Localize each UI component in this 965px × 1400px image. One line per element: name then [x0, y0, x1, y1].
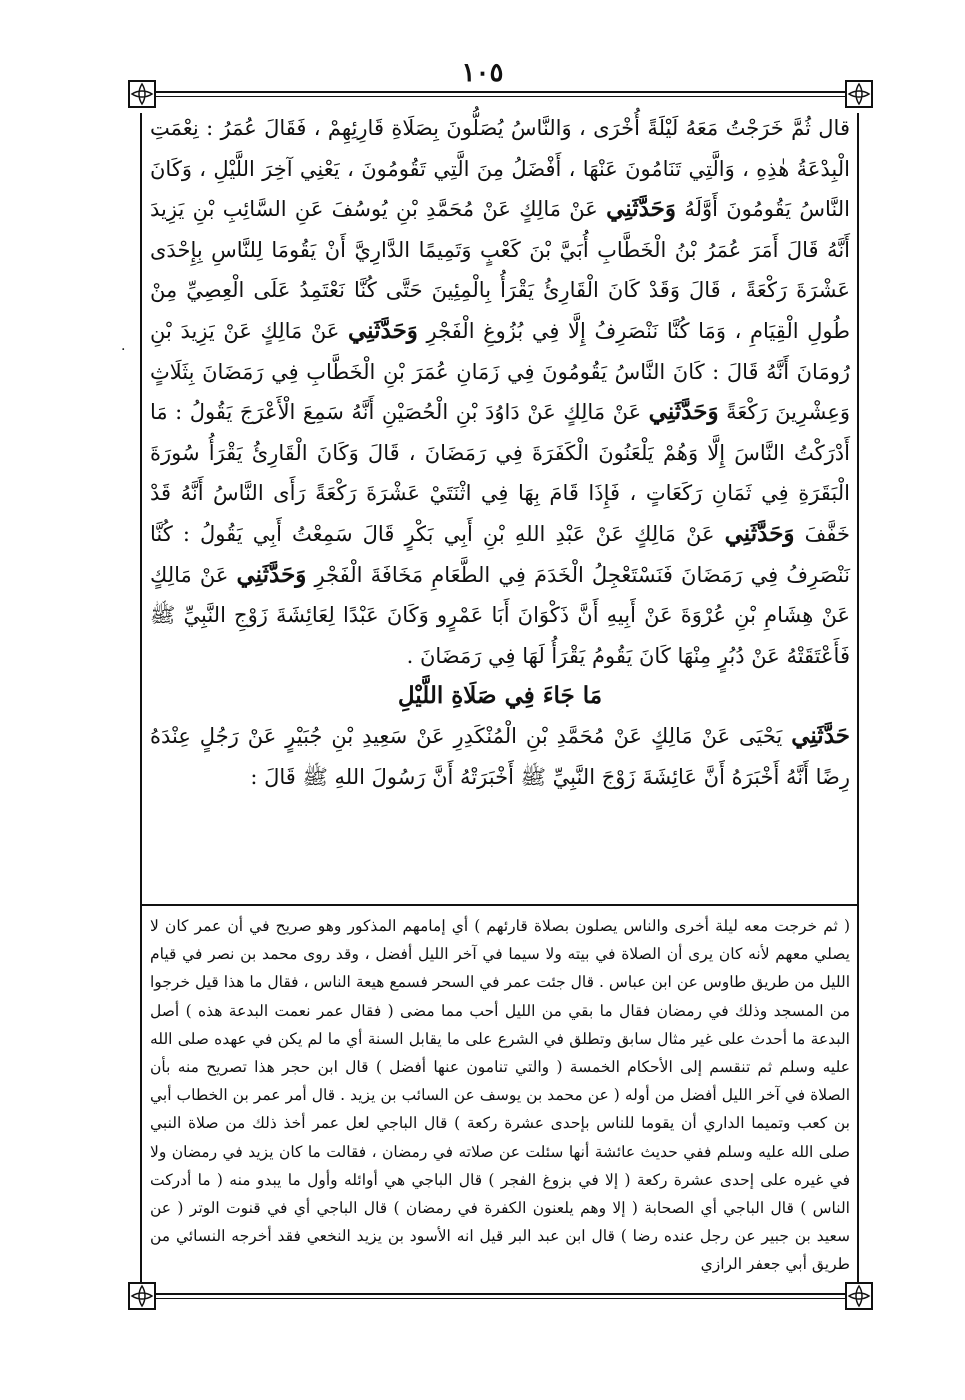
narration-keyword: وَحَدَّثَنِي [724, 519, 795, 547]
hadith-paragraph [150, 108, 850, 676]
hadith-text: يَحْيَى عَنْ مَالِكٍ عَنْ مُحَمَّدِ بْنِ الْمُنْكَدِرِ عَنْ سَعِيدِ بْنِ جُبَيْرٍ عَنْ رَجُلٍ عِنْدَهُ رِضًا أَنَّهُ أَخْبَرَهُ أَنَّ عَائِشَةَ زَوْجَ النَّبِيِّ ﷺ أَخْبَرَتْهُ أَنَّ رَسُولَ اللهِ ﷺ قَالَ : [150, 724, 850, 789]
page-number: ١٠٥ [461, 58, 504, 88]
bottom-border [128, 1282, 873, 1316]
footnote-divider [140, 904, 858, 906]
hadith-paragraph [150, 716, 850, 797]
right-border [857, 113, 859, 1283]
footnote-text: ( ثم خرجت معه ليلة أخرى والناس يصلون بصلاة قارئهم ) أي إمامهم المذكور وهو صريح في أن عمر كان لا يصلي معهم لأنه كان يرى أن الصلاة في بيته ولا سيما في آخر الليل أفضل ، وقد روى محمد بن نصر في قيام الليل من طريق طاوس عن ابن عباس . قال جئت عمر في السحر فسمع هيعة الناس ، فقال ما هذا قيل خرجوا من المسجد وذلك في رمضان فقال ما بقي من الليل أحب مما مضى ( فقال عمر نعمت البدعة هذه ) أصل البدعة ما أحدث على غير مثال سابق وتطلق في الشرع على ما يقابل السنة أي ما لم يكن في عهده صلى الله عليه وسلم ثم تنقسم إلى الأحكام الخمسة ( والتي تنامون عنها أفضل ) قال ابن حجر هذا تصريح منه بأن الصلاة في آخر الليل أفضل من أوله ( عن محمد بن يوسف عن السائب بن يزيد . قال أمر عمر بن الخطاب أبي بن كعب وتميما الداري أن يقوما للناس بإحدى عشرة ركعة ) قال الباجي لعل عمر أخذ ذلك من صلاة النبي صلى الله عليه وسلم ففي حديث عائشة أنها سئلت عن صلاته في رمضان ، فقالت ما كان يزيد في رمضان ولا في غيره على إحدى عشرة ركعة ( إلا في بزوغ الفجر ) قال الباجي هي أوائله وأول ما يبدو منه ( ما أدركت الناس ) قال الباجي أي الصحابة ( إلا وهم يلعنون الكفرة في رمضان ) قال الباجي أي في قنوت الوتر ( عن سعيد بن جبير عن رجل عنده رضا ) قال ابن عبد البر قيل انه الأسود بن يزيد النخعي فقد أخرجه النسائي من طريق أبي جعفر الرازي [150, 917, 850, 1274]
left-border [140, 113, 142, 1283]
hadith-text: عَنْ مَالِكٍ عَنْ يَزِيدَ بْنِ رُومَانَ أَنَّهُ قَالَ : كَانَ النَّاسُ يَقُومُونَ فِي زَمَانِ عُمَرَ بْنِ الْخَطَّابِ فِي رَمَضَانَ بِثَلَاثٍ وَعِشْرِينَ رَكْعَةً [150, 318, 850, 425]
ornament-bottom-left-icon [128, 1282, 156, 1310]
narration-keyword: حَدَّثَنِي [791, 722, 850, 750]
narration-keyword: وَحَدَّثَنِي [236, 560, 307, 588]
main-text [150, 108, 850, 903]
ornament-top-left-icon [128, 80, 156, 108]
hadith-text: عَنْ مَالِكٍ عَنْ مُحَمَّدِ بْنِ يُوسُفَ عَنِ السَّائِبِ بْنِ يَزِيدَ أَنَّهُ قَالَ أَمَرَ عُمَرُ بْنُ الْخَطَّابِ أُبَيَّ بْنَ كَعْبٍ وَتَمِيمًا الدَّارِيَّ أَنْ يَقُومَا لِلنَّاسِ بِإِحْدَى عَشْرَةَ رَكْعَةً ، قَالَ وَقَدْ كَانَ الْقَارِئُ يَقْرَأُ بِالْمِئِينَ حَتَّى كُنَّا نَعْتَمِدُ عَلَى الْعِصِيِّ مِنْ طُولِ الْقِيَامِ ، وَمَا كُنَّا نَنْصَرِفُ إِلَّا فِي بُزُوغِ الْفَجْرِ [150, 197, 850, 343]
chapter-heading: مَا جَاءَ فِي صَلَاةِ اللَّيْلِ [397, 682, 603, 710]
ornament-top-right-icon [845, 80, 873, 108]
narration-keyword: وَحَدَّثَنِي [648, 398, 719, 426]
hadith-text: قال ثُمَّ خَرَجْتُ مَعَهُ لَيْلَةً أُخْرَى ، وَالنَّاسُ يُصَلُّونَ بِصَلَاةِ قَارِئِهِمْ ، فَقَالَ عُمَرُ : نِعْمَتِ الْبِدْعَةُ هٰذِهِ ، وَالَّتِي تَنَامُونَ عَنْهَا ، أَفْضَلُ مِنَ الَّتِي تَقُومُونَ ، يَعْنِي آخِرَ اللَّيْلِ ، وَكَانَ النَّاسُ يَقُومُونَ أَوَّلَهُ [150, 116, 850, 222]
narration-keyword: وَحَدَّثَنِي [348, 316, 418, 344]
margin-mark: . [121, 338, 126, 354]
hadith-text: عَنْ مَالِكٍ عَنْ عَبْدِ اللهِ بْنِ أَبِي بَكْرٍ قَالَ سَمِعْتُ أَبِي يَقُولُ : كُنَّا نَنْصَرِفُ فِي رَمَضَانَ فَنَسْتَعْجِلُ الْخَدَمَ فِي الطَّعَامِ مَخَافَةَ الْفَجْرِ [150, 521, 850, 587]
hadith-text: عَنْ مَالِكٍ عَنْ هِشَامِ بْنِ عُرْوَةَ عَنْ أَبِيهِ أَنَّ ذَكْوَانَ أَبَا عَمْرٍو وَكَانَ عَبْدًا لِعَائِشَةَ زَوْجِ النَّبِيِّ ﷺ فَأَعْتَقَتْهُ عَنْ دُبُرٍ مِنْهَا كَانَ يَقُومُ يَقْرَأُ لَهَا فِي رَمَضَانَ . [150, 562, 850, 668]
narration-keyword: وَحَدَّثَنِي [606, 195, 677, 223]
ornament-bottom-right-icon [845, 1282, 873, 1310]
hadith-text: عَنْ مَالِكٍ عَنْ دَاوُدَ بْنِ الْحُصَيْنِ أَنَّهُ سَمِعَ الْأَعْرَجَ يَقُولُ : مَا أَدْرَكْتُ النَّاسَ إِلَّا وَهُمْ يَلْعَنُونَ الْكَفَرَةَ فِي رَمَضَانَ ، قَالَ وَكَانَ الْقَارِئُ يَقْرَأُ سُورَةَ الْبَقَرَةِ فِي ثَمَانِ رَكَعَاتٍ ، فَإِذَا قَامَ بِهَا فِي اثْنَتَيْ عَشْرَةَ رَكْعَةً رَأَى النَّاسُ أَنَّهُ قَدْ خَفَّفَ [150, 400, 850, 546]
footnotes [150, 912, 850, 1280]
